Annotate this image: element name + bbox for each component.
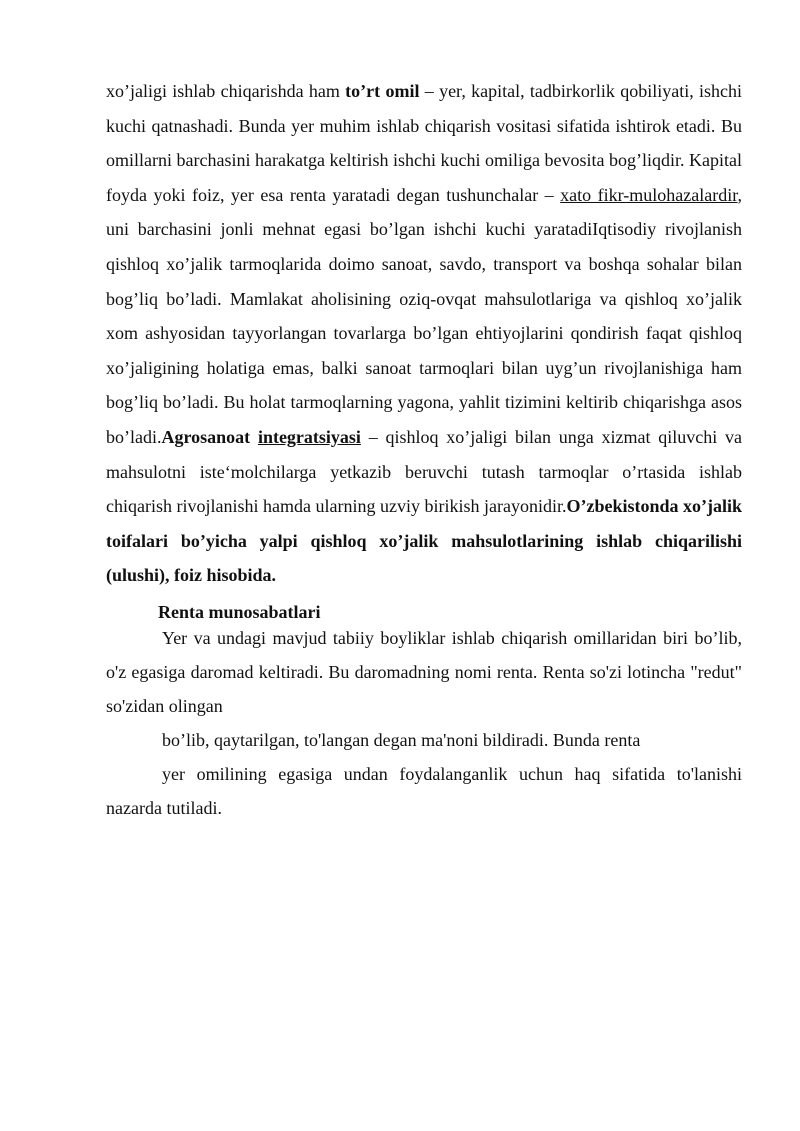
bold-underlined-term-integration: integratsiyasi <box>257 426 361 447</box>
document-page <box>106 74 742 825</box>
section-heading: Renta munosabatlari <box>158 601 321 622</box>
text-run: – yer, kapital, tadbirkorlik qobiliyati, ishchi kuchi qatnashadi. Bunda yer muhim ishlab chiqarish vositasi sifatida ishtirok etadi. Bu omillarni barchasini harakatga keltirish ishchi kuchi omiliga bevosita bog’liqdir. Kapital foyda yoki foiz, yer esa renta yaratadi degan tushunchalar – <box>106 81 743 205</box>
bold-term-four-factors: to’rt omil <box>345 81 420 101</box>
text-run: , uni barchasini jonli mehnat egasi bo’lgan ishchi kuchi yaratadiIqtisodiy rivojlanish qishloq xo’jalik tarmoqlarida doimo sanoat, savdo, transport va boshqa sohalar bilan bog’liq bo’ladi. Mamlakat aholisining oziq-ovqat mahsulotlariga va qishloq xo’jalik xom ashyosidan tayyorlangan tovarlarga bo’lgan ehtiyojlarini qondirish faqat qishloq xo’jaligining holatiga emas, balki sanoat tarmoqlari bilan uyg’un rivojlanishiga ham bog’liq bo’ladi. Bu holat tarmoqlarning yagona, yahlit tizimini keltirib chiqarishga asos bo’ladi. <box>106 184 742 447</box>
main-paragraph <box>106 74 742 593</box>
section-paragraph-1: Yer va undagi mavjud tabiiy boyliklar ishlab chiqarish omillaridan biri bo’lib, o'z egasiga daromad keltiradi. Bu daromadning nomi renta. Renta so'zi lotincha "redut" so'zidan olingan <box>106 627 742 716</box>
text-run: xo’jaligi ishlab chiqarishda ham <box>106 81 346 101</box>
bold-term-agro: Agrosanoat <box>161 426 258 447</box>
underlined-phrase: xato fikr-mulohazalardir <box>560 184 738 205</box>
bold-caption: O’zbekistonda xo’jalik toifalari bo’yicha yalpi qishloq xo’jalik mahsulotlarining ishlab chiqarilishi (ulushi), foiz hisobida. <box>106 496 742 586</box>
section-paragraph-3: yer omilining egasiga undan foydalanganlik uchun haq sifatida to'lanishi nazarda tutiladi. <box>106 763 742 818</box>
section-paragraph-2: bo’lib, qaytarilgan, to'langan degan ma'noni bildiradi. Bunda renta <box>162 729 641 750</box>
text-run: – qishloq xo’jaligi bilan unga xizmat qiluvchi va mahsulotni iste‘molchilarga yetkazib beruvchi tutash tarmoqlar o’rtasida ishlab chiqarish rivojlanishi hamda ularning uzviy birikish jarayonidir. <box>106 426 742 517</box>
